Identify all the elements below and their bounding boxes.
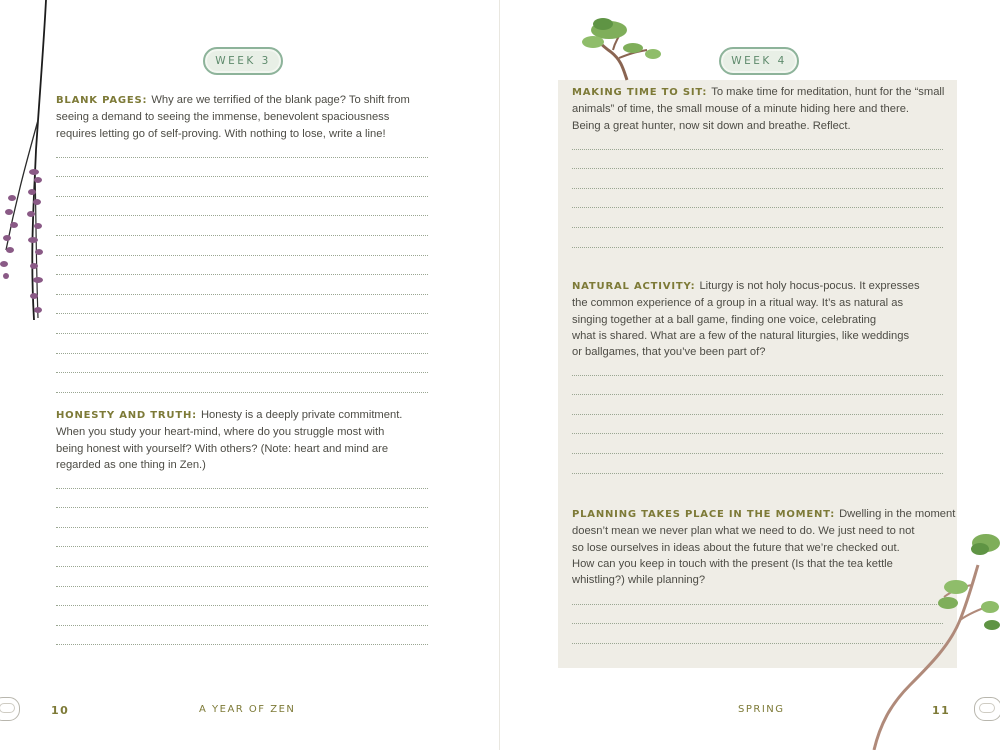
week-label (719, 47, 799, 75)
prompt-text-line: Why are we terrified of the blank page? To shift from (151, 94, 410, 106)
prompt-text-line: singing together at a ball game, finding one voice, celebrating (572, 313, 877, 326)
prompt-text-line: regarded as one thing in Zen.) (56, 458, 206, 471)
running-head: A YEAR OF ZEN (199, 704, 296, 715)
page-number: 11 (932, 704, 951, 717)
writing-lines[interactable] (572, 356, 943, 474)
prompt-heading: BLANK PAGES: (56, 95, 148, 106)
prompt-text-line: Liturgy is not holy hocus-pocus. It expresses (699, 280, 920, 292)
page-edge-tab-left (0, 697, 20, 721)
prompt-heading: HONESTY AND TRUTH: (56, 410, 197, 421)
week-label (203, 47, 283, 75)
writing-lines[interactable] (56, 469, 428, 645)
prompt-blank-pages (56, 92, 436, 142)
prompt-text-line: the common experience of a group in a ritual way. It’s as natural as (572, 297, 904, 310)
prompt-text-line: How can you keep in touch with the present (Is that the tea kettle (572, 557, 893, 570)
prompt-text-line: or ballgames, that you’ve been part of? (572, 346, 766, 359)
writing-lines[interactable] (572, 130, 943, 248)
prompt-text-line: When you study your heart-mind, where do you struggle most with (56, 426, 385, 439)
prompt-honesty-and-truth (56, 407, 436, 473)
prompt-text-line: Dwelling in the moment (839, 508, 956, 520)
prompt-text-line: seeing a demand to seeing the immense, benevolent spaciousness (56, 111, 390, 124)
prompt-text-line: being honest with yourself? With others? (Note: heart and mind are (56, 442, 389, 455)
prompt-text-line: animals” of time, the small mouse of a minute hiding here and there. (572, 103, 910, 116)
prompt-text-line: what is shared. What are a few of the natural liturgies, like weddings (572, 329, 910, 342)
prompt-natural-activity (572, 278, 957, 360)
running-head: SPRING (738, 704, 785, 715)
prompt-text-line: Being a great hunter, now sit down and breathe. Reflect. (572, 119, 851, 132)
prompt-heading: NATURAL ACTIVITY: (572, 281, 696, 292)
prompt-text-line: requires letting go of self-proving. With nothing to lose, write a line! (56, 127, 386, 140)
lavender-illustration (0, 0, 60, 330)
writing-lines[interactable] (56, 138, 428, 393)
prompt-heading: PLANNING TAKES PLACE IN THE MOMENT: (572, 509, 836, 520)
prompt-making-time-to-sit (572, 84, 957, 134)
page-number: 10 (51, 704, 70, 717)
prompt-text-line: Honesty is a deeply private commitment. (200, 409, 403, 421)
week-label-text: WEEK 4 (731, 55, 787, 67)
prompt-text-line: doesn’t mean we never plan what we need to do. We just need to not (572, 525, 915, 538)
page-edge-tab-right (974, 697, 1000, 721)
week-label-text: WEEK 3 (215, 55, 271, 67)
prompt-heading: MAKING TIME TO SIT: (572, 87, 708, 98)
prompt-text-line: To make time for meditation, hunt for the “small (711, 86, 945, 98)
prompt-text-line: so lose ourselves in ideas about the future that we’re checked out. (572, 541, 900, 554)
prompt-text-line: whistling?) while planning? (572, 574, 706, 587)
